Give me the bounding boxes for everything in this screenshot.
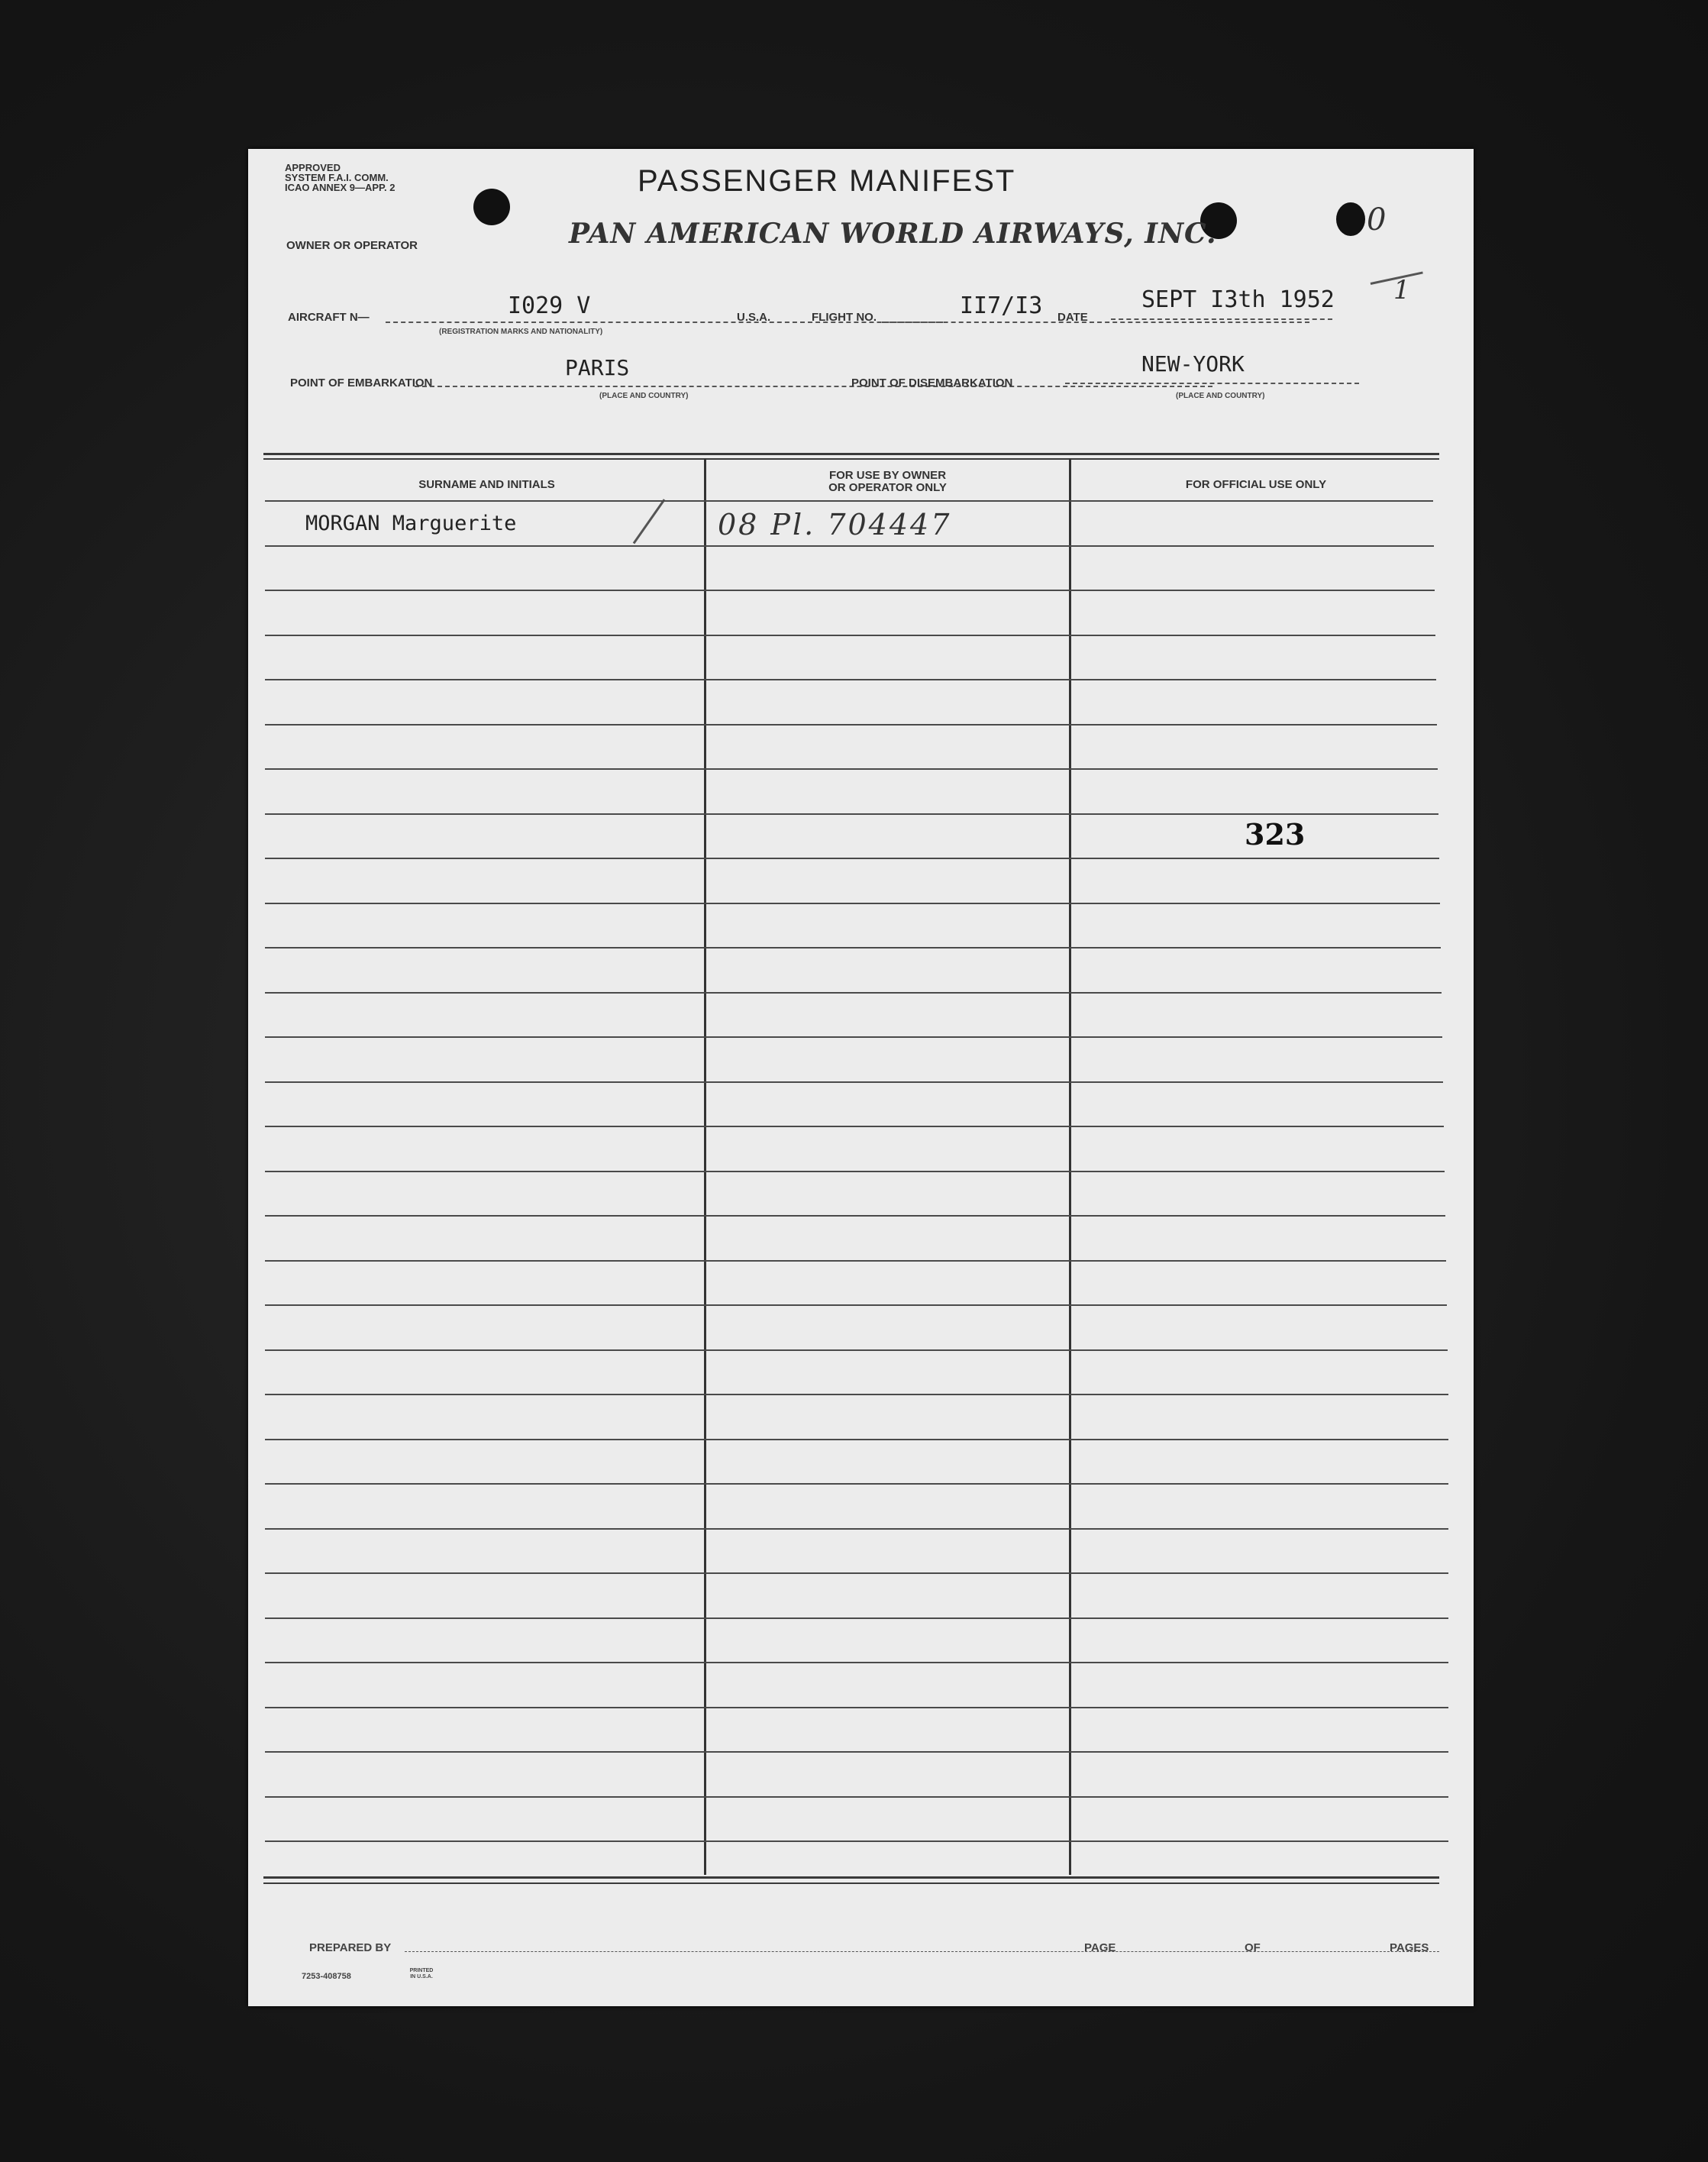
disembarkation-caption: (PLACE AND COUNTRY): [1176, 392, 1265, 400]
punch-hole-left: [473, 189, 510, 225]
document-title: PASSENGER MANIFEST: [638, 164, 1016, 198]
row-rule: [265, 813, 1438, 815]
row-rule: [265, 1751, 1448, 1753]
date-line: [1111, 318, 1332, 320]
row-rule: [265, 1528, 1448, 1530]
row-rule: [265, 1349, 1448, 1351]
approval-line-3: ICAO ANNEX 9—APP. 2: [285, 182, 396, 193]
punch-hole-corner: [1336, 202, 1365, 236]
row-rule: [265, 1439, 1448, 1440]
column-header-owner: [710, 470, 1065, 494]
row-rule: [265, 858, 1439, 859]
prepared-by-line: [405, 1951, 1439, 1952]
row-rule: [265, 1796, 1448, 1798]
embarkation-value: PARIS: [565, 355, 630, 380]
embarkation-caption: (PLACE AND COUNTRY): [599, 392, 689, 400]
owner-note: 08 Pl. 704447: [718, 508, 952, 541]
corner-handwritten-mark: 0: [1367, 202, 1387, 238]
printed-in-usa: PRINTED IN U.S.A.: [409, 1968, 434, 1979]
manifest-sheet: [248, 149, 1474, 2006]
row-rule: [265, 992, 1442, 994]
date-value: SEPT I3th 1952: [1141, 286, 1335, 313]
aircraft-label: AIRCRAFT N—: [288, 311, 370, 324]
row-rule: [265, 590, 1435, 591]
row-rule: [265, 1483, 1448, 1485]
aircraft-value: I029 V: [508, 292, 591, 319]
column-header-official: FOR OFFICIAL USE ONLY: [1185, 478, 1327, 491]
flight-value: II7/I3: [960, 292, 1043, 319]
disembarkation-label: POINT OF DISEMBARKATION: [851, 376, 1013, 389]
disembarkation-line: [1065, 383, 1359, 384]
operator-name: PAN AMERICAN WORLD AIRWAYS, INC.: [569, 218, 1217, 250]
usa-label: U.S.A.: [737, 311, 771, 324]
column-header-owner-line2: OR OPERATOR ONLY: [828, 481, 947, 494]
embarkation-line: [415, 386, 1212, 387]
prepared-by-label: PREPARED BY: [309, 1941, 392, 1954]
flight-label: FLIGHT NO.: [812, 311, 877, 324]
row-rule: [265, 1662, 1448, 1663]
row-rule: [265, 1081, 1443, 1083]
row-rule: [265, 1126, 1444, 1127]
table-top-rule-2: [263, 458, 1439, 460]
form-number: 7253-408758: [302, 1972, 351, 1981]
corner-handwritten-mark-2: 1: [1393, 275, 1410, 305]
passenger-surname: MORGAN Marguerite: [305, 512, 517, 535]
approval-line-1: APPROVED: [285, 162, 341, 173]
pencil-tick-row1: [633, 499, 666, 544]
row-rule: [265, 545, 1434, 547]
row-rule: [265, 1171, 1445, 1172]
flight-date-line: [882, 322, 1309, 323]
row-rule: [265, 1840, 1448, 1842]
table-bottom-rule-2: [263, 1882, 1439, 1884]
date-label: DATE: [1057, 311, 1088, 324]
row-rule: [265, 947, 1441, 949]
row-rule: [265, 768, 1438, 770]
row-rule: [265, 500, 1433, 502]
disembarkation-value: NEW-YORK: [1141, 351, 1245, 376]
approval-block: [285, 163, 453, 192]
owner-operator-label: OWNER OR OPERATOR: [286, 239, 418, 252]
row-rule: [265, 1036, 1442, 1038]
row-rule: [265, 724, 1437, 726]
row-rule: [265, 1617, 1448, 1619]
row-rule: [265, 1707, 1448, 1708]
row-rule: [265, 1572, 1448, 1574]
pages-label: PAGES: [1390, 1941, 1429, 1954]
column-header-surname: SURNAME AND INITIALS: [418, 478, 555, 491]
registration-caption: (REGISTRATION MARKS AND NATIONALITY): [439, 328, 603, 336]
row-rule: [265, 1215, 1445, 1217]
row-rule: [265, 679, 1436, 680]
stamped-number: 323: [1245, 817, 1306, 852]
table-top-rule: [263, 453, 1439, 455]
table-bottom-rule: [263, 1876, 1439, 1879]
approval-line-2: SYSTEM F.A.I. COMM.: [285, 172, 389, 183]
row-rule: [265, 1304, 1447, 1306]
row-rule: [265, 903, 1440, 904]
of-label: OF: [1245, 1941, 1261, 1954]
page-label: PAGE: [1084, 1941, 1116, 1954]
row-rule: [265, 1394, 1448, 1395]
column-header-owner-line1: FOR USE BY OWNER: [828, 469, 947, 482]
row-rule: [265, 1260, 1446, 1262]
embarkation-label: POINT OF EMBARKATION: [290, 376, 433, 389]
row-rule: [265, 635, 1435, 636]
